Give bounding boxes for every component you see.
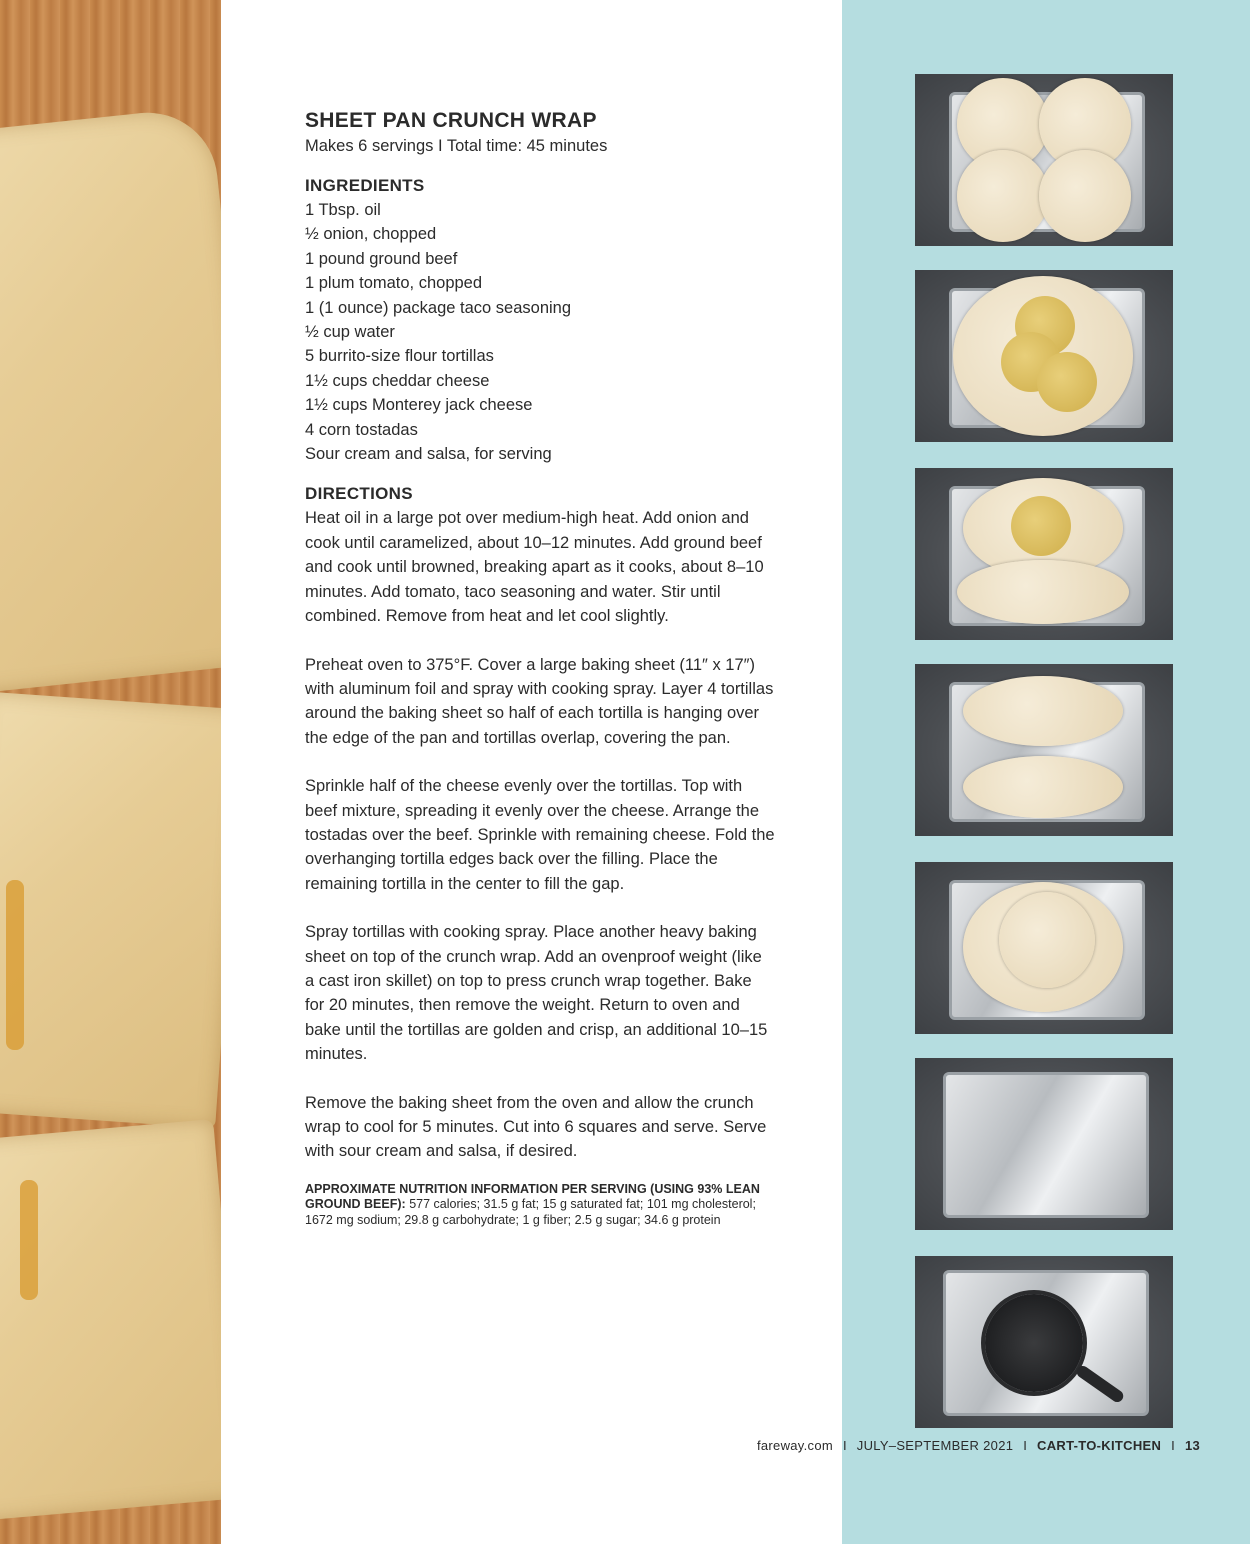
ingredients-heading: INGREDIENTS bbox=[305, 176, 425, 195]
direction-step-5: Remove the baking sheet from the oven and allow the crunch wrap to cool for 5 minutes. Cut into 6 squares and serve. Serve with sour cream and salsa, if desired. bbox=[305, 1093, 767, 1161]
recipe-title: SHEET PAN CRUNCH WRAP bbox=[305, 109, 597, 132]
direction-step-1: Heat oil in a large pot over medium-high heat. Add onion and cook until caramelized, about 10–12 minutes. Add ground beef and cook until browned, breaking apart as it cooks, about 8–10 minutes. Add tomato, taco seasoning and water. Stir until combined. Remove from heat and let cool slightly. bbox=[305, 509, 764, 626]
ingredient-item: 1½ cups Monterey jack cheese bbox=[305, 396, 533, 415]
ingredient-item: 1½ cups cheddar cheese bbox=[305, 371, 490, 390]
crunch-wrap-slice bbox=[0, 106, 221, 694]
footer-issue: JULY–SEPTEMBER 2021 bbox=[856, 1438, 1014, 1453]
recipe-meta: Makes 6 servings I Total time: 45 minutes bbox=[305, 137, 608, 155]
ingredient-item: ½ onion, chopped bbox=[305, 225, 437, 244]
page-number: 13 bbox=[1184, 1438, 1200, 1453]
step-photo-top-sheet bbox=[915, 1058, 1173, 1230]
footer-separator: I bbox=[842, 1438, 847, 1453]
tostada bbox=[1011, 496, 1071, 556]
cast-iron-skillet bbox=[985, 1294, 1083, 1392]
nutrition-info bbox=[305, 1182, 775, 1229]
ingredient-item: 1 plum tomato, chopped bbox=[305, 274, 483, 293]
step-photo-folding-edges bbox=[915, 468, 1173, 640]
footer-section: CART-TO-KITCHEN bbox=[1037, 1438, 1162, 1453]
melted-cheese bbox=[6, 880, 24, 1050]
nutrition-label: APPROXIMATE NUTRITION INFORMATION PER SERVING (USING 93% LEAN GROUND BEEF): bbox=[305, 1181, 760, 1212]
ingredient-item: 4 corn tostadas bbox=[305, 420, 418, 439]
ingredient-item: 1 Tbsp. oil bbox=[305, 201, 381, 219]
page-footer bbox=[757, 1438, 1200, 1453]
direction-step-3: Sprinkle half of the cheese evenly over the tortillas. Top with beef mixture, spreading it evenly over the cheese. Arrange the tostadas over the beef. Sprinkle with remaining cheese. Fold the overhanging tortilla edges back over the filling. Place the remaining tortilla in the center to fill the gap. bbox=[305, 777, 775, 893]
step-photos-panel bbox=[842, 0, 1250, 1544]
ingredients-list bbox=[305, 198, 775, 466]
folded-tortilla bbox=[963, 676, 1123, 746]
ingredient-item: 5 burrito-size flour tortillas bbox=[305, 347, 494, 366]
ingredient-item: 1 pound ground beef bbox=[305, 249, 458, 268]
step-photo-edges-folded bbox=[915, 664, 1173, 836]
nutrition-values: 577 calories; 31.5 g fat; 15 g saturated fat; 101 mg cholesterol; 1672 mg sodium; 29.8 g carbohydrate; 1 g fiber; 2.5 g sugar; 34.6 g protein bbox=[305, 1197, 756, 1227]
crunch-wrap-slice bbox=[0, 691, 221, 1128]
ingredient-item: ½ cup water bbox=[305, 323, 395, 342]
step-photo-cheese-tostadas bbox=[915, 270, 1173, 442]
direction-step-4: Spray tortillas with cooking spray. Place another heavy baking sheet on top of the crunch wrap. Add an ovenproof weight (like a cast iron skillet) on top to press crunch wrap together. Bake for 20 minutes, then remove the weight. Return to oven and bake until the tortillas are golden and crisp, an additional 10–15 minutes. bbox=[305, 923, 768, 1064]
ingredient-item: 1 (1 ounce) package taco seasoning bbox=[305, 298, 572, 317]
crunch-wrap-photo bbox=[0, 0, 221, 1544]
baking-sheet bbox=[943, 1072, 1149, 1218]
folded-tortilla bbox=[963, 756, 1123, 818]
step-photo-center-tortilla bbox=[915, 862, 1173, 1034]
footer-separator: I bbox=[1171, 1438, 1176, 1453]
melted-cheese bbox=[20, 1180, 38, 1300]
recipe-content bbox=[305, 108, 775, 1228]
tostada bbox=[1037, 352, 1097, 412]
step-photo-skillet-weight bbox=[915, 1256, 1173, 1428]
crunch-wrap-slice bbox=[0, 1119, 221, 1521]
step-photo-tortillas-layered bbox=[915, 74, 1173, 246]
footer-site: fareway.com bbox=[756, 1438, 834, 1453]
folded-tortilla bbox=[957, 560, 1129, 624]
ingredient-item: Sour cream and salsa, for serving bbox=[305, 445, 552, 464]
footer-separator: I bbox=[1023, 1438, 1028, 1453]
tortilla bbox=[957, 150, 1049, 242]
center-tortilla bbox=[999, 892, 1095, 988]
direction-step-2: Preheat oven to 375°F. Cover a large baking sheet (11″ x 17″) with aluminum foil and spray with cooking spray. Layer 4 tortillas around the baking sheet so half of each tortilla is hanging over the edge of the pan and tortillas overlap, covering the pan. bbox=[305, 655, 774, 747]
tortilla bbox=[1039, 150, 1131, 242]
directions-heading: DIRECTIONS bbox=[305, 484, 413, 504]
